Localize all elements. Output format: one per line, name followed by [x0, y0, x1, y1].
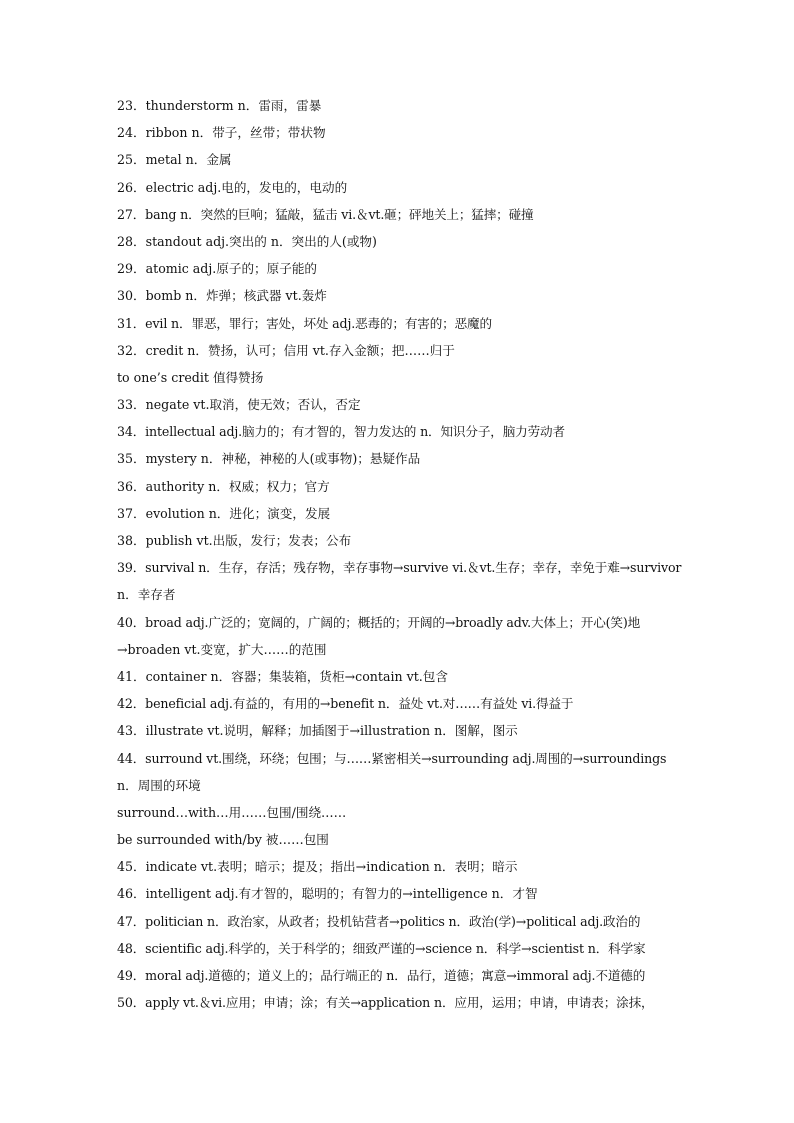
list-item: 48．scientific adj.科学的，关于科学的；细致严谨的→science n．科学→scientist n．科学家 — [117, 940, 646, 956]
list-item: 45．indicate vt.表明；暗示；提及；指出→indication n．表明；暗示 — [117, 859, 518, 875]
list-item: 49．moral adj.道德的；道义上的；品行端正的 n．品行，道德；寓意→immoral adj.不道德的 — [117, 968, 646, 983]
list-item: 23．thunderstorm n．雷雨，雷暴 — [117, 98, 322, 113]
list-item: 39．survival n．生存，存活；残存物，幸存事物→survive vi.＆vt.生存；幸存，幸免于难→survivor — [117, 560, 682, 576]
list-item: 47．politician n．政治家，从政者；投机钻营者→politics n．政治(学)→political adj.政治的 — [117, 913, 641, 929]
list-item: 35．mystery n．神秘，神秘的人(或事物)；悬疑作品 — [117, 451, 421, 467]
list-item: 42．beneficial adj.有益的，有用的→benefit n．益处 vt.对……有益处 vi.得益于 — [117, 696, 574, 712]
list-item: 38．publish vt.出版，发行；发表；公布 — [117, 533, 352, 548]
list-item: 27．bang n．突然的巨响；猛敲，猛击 vi.＆vt.砸；砰地关上；猛摔；碰撞 — [117, 206, 534, 222]
list-item: 41．container n．容器；集装箱，货柜→contain vt.包含 — [117, 668, 448, 684]
vocabulary-list — [117, 92, 683, 1016]
list-item: 24．ribbon n．带子，丝带；带状物 — [117, 125, 326, 141]
list-item: 31．evil n．罪恶，罪行；害处，坏处 adj.恶毒的；有害的；恶魔的 — [117, 315, 492, 331]
list-item: 34．intellectual adj.脑力的；有才智的，智力发达的 n．知识分子，脑力劳动者 — [117, 424, 565, 440]
list-item: 36．authority n．权威；权力；官方 — [117, 478, 330, 494]
list-item: 37．evolution n．进化；演变，发展 — [117, 505, 331, 521]
list-item-continuation: n．周围的环境 — [117, 777, 201, 793]
list-item-continuation: surround…with…用……包围/围绕…… — [117, 804, 347, 820]
list-item: 25．metal n．金属 — [117, 152, 232, 168]
list-item: 50．apply vt.＆vi.应用；申请；涂；有关→application n．应用，运用；申请，申请表；涂抹， — [117, 995, 654, 1011]
list-item: 32．credit n．赞扬，认可；信用 vt.存入金额；把……归于 — [117, 342, 455, 358]
list-item: 26．electric adj.电的，发电的，电动的 — [117, 179, 348, 195]
list-item: 40．broad adj.广泛的；宽阔的，广阔的；概括的；开阔的→broadly adv.大体上；开心(笑)地 — [117, 614, 641, 630]
list-item-continuation: be surrounded with/by 被……包围 — [117, 832, 329, 848]
list-item-continuation: →broaden vt.变宽，扩大……的范围 — [117, 641, 327, 657]
list-item-continuation: to one’s credit 值得赞扬 — [117, 369, 264, 385]
list-item: 46．intelligent adj.有才智的，聪明的；有智力的→intelligence n．才智 — [117, 886, 538, 902]
list-item: 33．negate vt.取消，使无效；否认，否定 — [117, 397, 361, 413]
list-item-continuation: n．幸存者 — [117, 587, 176, 603]
list-item: 28．standout adj.突出的 n．突出的人(或物) — [117, 233, 377, 249]
list-item: 44．surround vt.围绕，环绕；包围；与……紧密相关→surrounding adj.周围的→surroundings — [117, 750, 667, 766]
list-item: 43．illustrate vt.说明，解释；加插图于→illustration n．图解，图示 — [117, 723, 518, 739]
list-item: 30．bomb n．炸弹；核武器 vt.轰炸 — [117, 288, 327, 304]
list-item: 29．atomic adj.原子的；原子能的 — [117, 261, 318, 277]
